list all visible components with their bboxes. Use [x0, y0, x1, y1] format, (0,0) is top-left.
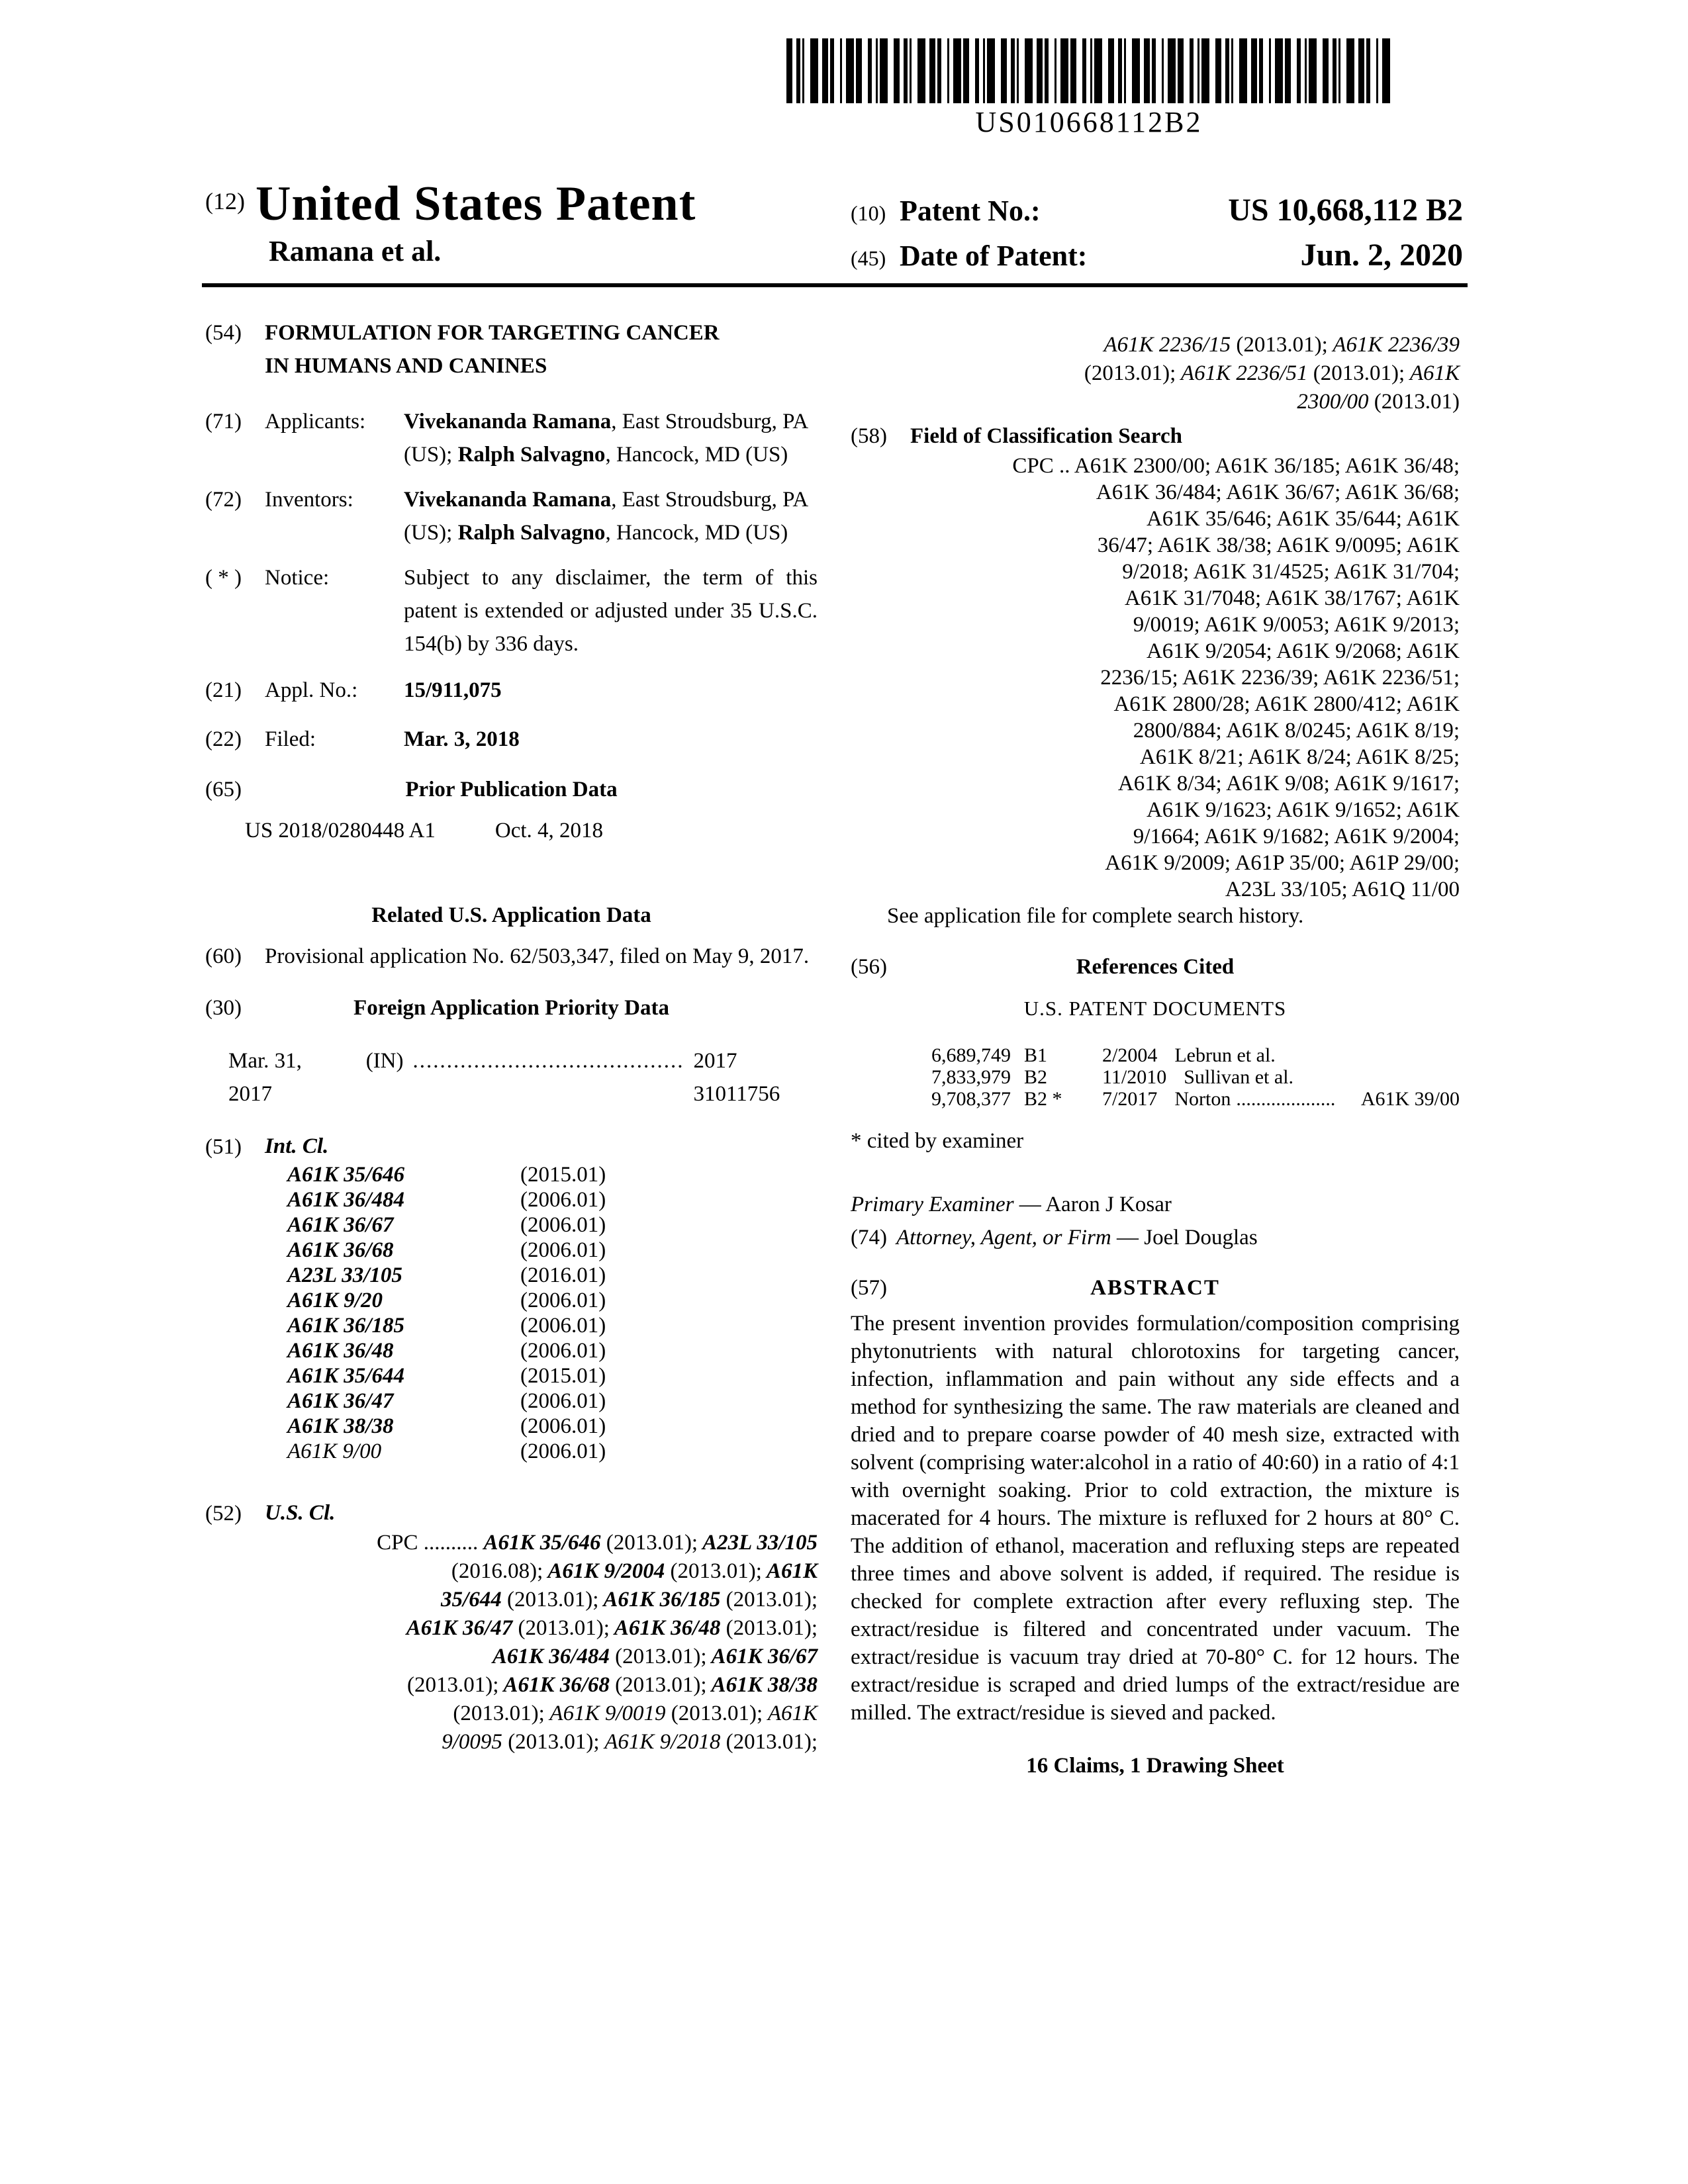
primary-examiner-label: Primary Examiner: [851, 1193, 1014, 1216]
int-cl-code: A61K 36/68: [287, 1238, 394, 1262]
cpc-year: (2013.01);: [506, 1588, 599, 1612]
field-number: (71): [205, 410, 242, 433]
int-cl-code: A23L 33/105: [287, 1263, 402, 1287]
field-number: ( * ): [205, 566, 242, 590]
cpc-line: [851, 331, 1460, 359]
field-search-line: 9/0019; A61K 9/0053; A61K 9/2013;: [1133, 613, 1460, 637]
ref-date: 7/2017: [1102, 1088, 1158, 1110]
reference-row: [851, 1088, 1460, 1110]
cpc-code: A61K 36/484: [492, 1645, 616, 1668]
cpc-code: A61K 38/38: [706, 1673, 818, 1697]
cpc-line: [265, 1643, 818, 1671]
cpc-code: A61K 35/646: [483, 1531, 606, 1555]
int-cl-year: (2006.01): [520, 1213, 606, 1237]
int-cl-row: [287, 1187, 818, 1212]
field-number: (60): [205, 944, 242, 968]
document-kind-line: [205, 177, 696, 230]
section-appl-no: [205, 674, 818, 707]
field-number: (58): [851, 424, 887, 448]
us-cl-heading: U.S. Cl.: [265, 1501, 336, 1525]
attorney-name: — Joel Douglas: [1111, 1226, 1258, 1250]
applicants-value: [404, 405, 818, 471]
applicant-name: Ralph Salvagno: [457, 443, 606, 467]
field-search-line: A61K 36/484; A61K 36/67; A61K 36/68;: [1096, 480, 1460, 504]
section-references: [851, 950, 1460, 1158]
applicant-location: , East Stroudsburg, PA (US);: [404, 410, 808, 467]
int-cl-year: (2006.01): [520, 1439, 606, 1463]
right-column: [851, 311, 1460, 1782]
int-cl-year: (2015.01): [520, 1364, 606, 1388]
patent-number-value: US 10,668,112 B2: [1228, 193, 1463, 228]
field-search-line: A61K 2800/28; A61K 2800/412; A61K: [1113, 692, 1460, 716]
field-number: (65): [205, 778, 242, 801]
cpc-year: (2013.01): [1374, 390, 1460, 414]
field-number: (21): [205, 678, 242, 702]
field-number: (56): [851, 955, 887, 979]
section-applicants: [205, 405, 818, 471]
cpc-line: [265, 1586, 818, 1614]
int-cl-row: [287, 1363, 818, 1388]
cpc-code: A61K 2236/15: [1103, 333, 1237, 357]
ref-kind-code: B2 *: [1024, 1088, 1062, 1110]
foreign-priority-row: [228, 1044, 794, 1111]
cpc-code: 35/644: [441, 1588, 507, 1612]
field-number: (74): [851, 1226, 887, 1250]
field-number: (22): [205, 727, 242, 751]
int-cl-row: [287, 1288, 818, 1313]
cpc-code: 2300/00: [1297, 390, 1374, 414]
page-title: United States Patent: [255, 177, 696, 231]
int-cl-row: [287, 1439, 818, 1464]
cpc-line: [265, 1614, 818, 1643]
patent-number-row: [851, 189, 1463, 234]
ref-name: Sullivan et al.: [1184, 1066, 1294, 1088]
section-field-of-search: [851, 420, 1460, 929]
notice-text: Subject to any disclaimer, the term of this patent is extended or adjusted under 35 U.S.C. 154(b) by 336 days.: [404, 566, 818, 656]
cpc-year: (2013.01);: [518, 1616, 610, 1640]
int-cl-code: A61K 9/00: [287, 1439, 382, 1463]
attorney-label: Attorney, Agent, or Firm: [896, 1226, 1111, 1250]
us-patent-documents-heading: U.S. PATENT DOCUMENTS: [1023, 997, 1287, 1020]
appl-no-value: 15/911,075: [404, 678, 502, 702]
cpc-code: A61K 9/0019: [544, 1702, 671, 1725]
int-cl-row: [287, 1212, 818, 1238]
cpc-line: [265, 1671, 818, 1700]
field-number: (45): [851, 246, 886, 270]
primary-examiner-name: — Aaron J Kosar: [1013, 1193, 1172, 1216]
field-search-line: A23L 33/105; A61Q 11/00: [1225, 878, 1460, 901]
field-number: (51): [205, 1135, 242, 1159]
cpc-year: (2013.01);: [606, 1531, 698, 1555]
patent-number-label: Patent No.:: [900, 195, 1041, 227]
int-cl-year: (2006.01): [520, 1289, 606, 1312]
int-cl-code: A61K 36/185: [287, 1314, 404, 1338]
inventor-name: Vivekananda Ramana: [404, 488, 612, 512]
section-title: [205, 316, 818, 383]
barcode: [784, 38, 1393, 140]
cpc-code: A61K 36/48: [609, 1616, 726, 1640]
cpc-year: (2013.01);: [1313, 361, 1405, 385]
abstract-text: The present invention provides formulation/composition comprising phytonutrients with natural chlorotoxins for targeting cancer, infection, inflammation and pain without any side effects and a method for synthesizing the same. The raw materials are cleaned and dried and to prepare coarse powder of 40 mesh size, extracted with solvent (comprising water:alcohol in a ratio of 40:60) in a ratio of 4:1 with overnight soaking. Prior to cold extraction, the mixture is macerated for 4 hours. The mixture is refluxed for 2 hours at 80° C. The addition of ethanol, maceration and refluxing steps are repeated three times and above solvent is added, if required. The residue is checked for complete extraction after every refluxing step. The extract/residue is filtered and concentrated under vacuum. The extract/residue is vacuum tray dried at 70-80° C. for 12 hours. The extract/residue is scraped and dried lumps of the extract/residue are milled. The extract/residue is sieved and packed.: [851, 1312, 1460, 1725]
publication-date: Oct. 4, 2018: [494, 819, 604, 842]
applicant-location: , Hancock, MD (US): [605, 443, 788, 467]
ref-patent-number: 9,708,377: [931, 1088, 1011, 1110]
header-divider: [202, 283, 1468, 287]
int-cl-code: A61K 38/38: [287, 1414, 394, 1438]
int-cl-code: A61K 36/67: [287, 1213, 394, 1237]
patent-date-label: Date of Patent:: [900, 240, 1088, 272]
cpc-line: [265, 1728, 818, 1756]
cpc-code: A23L 33/105: [698, 1531, 818, 1555]
cpc-code: A61K 2236/51: [1176, 361, 1313, 385]
inventor-name: Ralph Salvagno: [457, 521, 606, 545]
cpc-line: [265, 1700, 818, 1728]
int-cl-row: [287, 1388, 818, 1414]
inventors-label: Inventors:: [265, 488, 353, 512]
field-of-search-heading: Field of Classification Search: [910, 424, 1182, 448]
kind-code-number: (12): [205, 188, 245, 214]
cpc-year: (2013.01);: [508, 1730, 600, 1754]
field-number: (52): [205, 1502, 242, 1525]
cpc-year: (2013.01);: [1236, 333, 1328, 357]
cpc-year: (2013.01);: [726, 1588, 818, 1612]
field-search-line: A61K 31/7048; A61K 38/1767; A61K: [1124, 586, 1460, 610]
invention-title-line: IN HUMANS AND CANINES: [265, 354, 547, 378]
cpc-code: A61K 9/2004: [543, 1559, 671, 1583]
int-cl-code: A61K 9/20: [287, 1289, 383, 1312]
prior-publication-heading: Prior Publication Data: [405, 778, 618, 801]
section-filed: [205, 723, 818, 756]
int-cl-table: [205, 1162, 818, 1464]
field-number: (10): [851, 201, 886, 225]
int-cl-row: [287, 1238, 818, 1263]
int-cl-row: [287, 1162, 818, 1187]
ref-name: Lebrun et al.: [1174, 1044, 1276, 1066]
field-search-line: A61K 35/646; A61K 35/644; A61K: [1146, 507, 1460, 531]
field-search-line: 2236/15; A61K 2236/39; A61K 2236/51;: [1100, 666, 1460, 690]
cpc-year: (2013.01);: [1084, 361, 1176, 385]
appl-no-label: Appl. No.:: [265, 678, 358, 702]
cpc-code: A61K 36/67: [706, 1645, 818, 1668]
cpc-code: A61K 9/2018: [599, 1730, 726, 1754]
header-right: [851, 189, 1463, 279]
cpc-code: 9/0095: [442, 1730, 508, 1754]
cpc-code: A61K 36/185: [598, 1588, 726, 1612]
cpc-year: (2013.01);: [671, 1702, 763, 1725]
ref-patent-number: 6,689,749: [931, 1044, 1011, 1066]
int-cl-row: [287, 1338, 818, 1363]
cpc-line: [851, 359, 1460, 388]
field-search-line: CPC .. A61K 2300/00; A61K 36/185; A61K 36/48;: [1012, 454, 1460, 478]
field-number: (57): [851, 1276, 887, 1300]
cpc-year: (2013.01);: [726, 1616, 818, 1640]
int-cl-row: [287, 1313, 818, 1338]
priority-country: (IN): [365, 1049, 404, 1073]
int-cl-row: [287, 1263, 818, 1288]
references-table: [851, 1044, 1460, 1110]
reference-row: [851, 1044, 1460, 1066]
patent-date-row: [851, 234, 1463, 279]
cpc-code: A61K: [763, 1702, 818, 1725]
int-cl-year: (2006.01): [520, 1389, 606, 1413]
int-cl-row: [287, 1414, 818, 1439]
field-search-line: 36/47; A61K 38/38; A61K 9/0095; A61K: [1097, 533, 1460, 557]
cpc-code: A61K: [761, 1559, 818, 1583]
ref-date: 2/2004: [1102, 1044, 1158, 1066]
field-number: (54): [205, 321, 242, 345]
section-provisional: [205, 940, 818, 973]
dotted-leader: ........................................: [412, 1049, 684, 1073]
cpc-year: (2013.01);: [615, 1673, 707, 1697]
cpc-year: (2013.01);: [453, 1702, 545, 1725]
us-cl-cpc-continuation: [851, 331, 1460, 416]
section-int-cl: [205, 1130, 818, 1464]
cpc-line: [265, 1557, 818, 1586]
priority-number: 2017 31011756: [693, 1049, 780, 1106]
dotted-leader: ....................: [1236, 1088, 1336, 1110]
cpc-line: [265, 1529, 818, 1557]
field-search-line: 9/2018; A61K 31/4525; A61K 31/704;: [1122, 560, 1460, 584]
cpc-label: CPC ..........: [377, 1531, 484, 1555]
ref-classification: A61K 39/00: [1360, 1088, 1460, 1110]
int-cl-year: (2006.01): [520, 1188, 606, 1212]
cpc-code: A61K 2236/39: [1327, 333, 1460, 357]
int-cl-year: (2006.01): [520, 1414, 606, 1438]
attorney-line: [851, 1221, 1460, 1254]
us-cl-cpc-block: [265, 1529, 818, 1756]
patent-date-value: Jun. 2, 2020: [1300, 238, 1463, 273]
claims-summary: 16 Claims, 1 Drawing Sheet: [1026, 1754, 1284, 1778]
field-of-search-list: [909, 453, 1460, 903]
field-search-line: 9/1664; A61K 9/1682; A61K 9/2004;: [1133, 825, 1460, 848]
ref-patent-number: 7,833,979: [931, 1066, 1011, 1088]
section-abstract: [851, 1271, 1460, 1727]
invention-title: [265, 316, 818, 383]
cpc-year: (2016.08);: [451, 1559, 543, 1583]
barcode-text: US010668112B2: [975, 106, 1203, 138]
field-number: (72): [205, 488, 242, 512]
int-cl-year: (2015.01): [520, 1163, 606, 1187]
header-left: [205, 177, 696, 269]
cpc-year: (2013.01);: [615, 1645, 707, 1668]
cpc-code: A61K: [1405, 361, 1460, 385]
cited-by-examiner-note: * cited by examiner: [851, 1129, 1024, 1153]
field-search-line: A61K 8/21; A61K 8/24; A61K 8/25;: [1139, 745, 1460, 769]
field-search-line: A61K 8/34; A61K 9/08; A61K 9/1617;: [1117, 772, 1460, 796]
ref-date: 11/2010: [1102, 1066, 1167, 1088]
int-cl-code: A61K 35/646: [287, 1163, 404, 1187]
inventor-location: , Hancock, MD (US): [605, 521, 788, 545]
int-cl-year: (2006.01): [520, 1339, 606, 1363]
provisional-text: Provisional application No. 62/503,347, filed on May 9, 2017.: [265, 944, 810, 968]
search-history-note: See application file for complete search history.: [887, 904, 1304, 928]
applicants-label: Applicants:: [265, 410, 366, 433]
cpc-year: (2013.01);: [670, 1559, 762, 1583]
int-cl-code: A61K 36/48: [287, 1339, 394, 1363]
cpc-code: A61K 36/68: [498, 1673, 616, 1697]
abstract-heading: ABSTRACT: [1090, 1276, 1220, 1300]
section-us-cl: [205, 1497, 818, 1756]
primary-examiner-line: [851, 1188, 1460, 1221]
reference-row: [851, 1066, 1460, 1088]
int-cl-code: A61K 36/47: [287, 1389, 394, 1413]
field-search-line: A61K 9/1623; A61K 9/1652; A61K: [1146, 798, 1460, 822]
ref-name: Norton: [1174, 1088, 1231, 1110]
left-column: [205, 311, 818, 1756]
inventor-byline: Ramana et al.: [269, 235, 442, 267]
invention-title-line: FORMULATION FOR TARGETING CANCER: [265, 321, 720, 345]
section-inventors: [205, 483, 818, 549]
int-cl-year: (2006.01): [520, 1238, 606, 1262]
filed-label: Filed:: [265, 727, 316, 751]
int-cl-year: (2006.01): [520, 1314, 606, 1338]
priority-date: Mar. 31, 2017: [228, 1049, 302, 1106]
cpc-code: A61K 36/47: [406, 1616, 518, 1640]
applicant-name: Vivekananda Ramana: [404, 410, 612, 433]
cpc-year: (2013.01);: [726, 1730, 818, 1754]
int-cl-code: A61K 36/484: [287, 1188, 404, 1212]
barcode-bars-icon: [784, 38, 1393, 103]
inventors-value: [404, 483, 818, 549]
int-cl-code: A61K 35/644: [287, 1364, 404, 1388]
field-number: (30): [205, 996, 242, 1020]
prior-publication-row: [245, 814, 818, 847]
field-search-line: A61K 9/2009; A61P 35/00; A61P 29/00;: [1105, 851, 1460, 875]
cpc-line: [851, 388, 1460, 416]
cpc-year: (2013.01);: [407, 1673, 499, 1697]
related-data-heading: Related U.S. Application Data: [371, 903, 651, 927]
ref-kind-code: B2: [1024, 1066, 1048, 1088]
int-cl-year: (2016.01): [520, 1263, 606, 1287]
inventor-location: , East Stroudsburg, PA (US);: [404, 488, 808, 545]
references-heading: References Cited: [1076, 955, 1235, 979]
publication-number: US 2018/0280448 A1: [245, 819, 436, 842]
field-search-line: A61K 9/2054; A61K 9/2068; A61K: [1146, 639, 1460, 663]
section-foreign-priority: [205, 991, 818, 1024]
filed-value: Mar. 3, 2018: [404, 727, 520, 751]
notice-label: Notice:: [265, 566, 330, 590]
foreign-priority-heading: Foreign Application Priority Data: [353, 996, 669, 1020]
field-search-line: 2800/884; A61K 8/0245; A61K 8/19;: [1133, 719, 1460, 743]
ref-kind-code: B1: [1024, 1044, 1048, 1066]
section-notice: [205, 561, 818, 660]
section-prior-publication: [205, 773, 818, 806]
int-cl-heading: Int. Cl.: [265, 1134, 329, 1158]
